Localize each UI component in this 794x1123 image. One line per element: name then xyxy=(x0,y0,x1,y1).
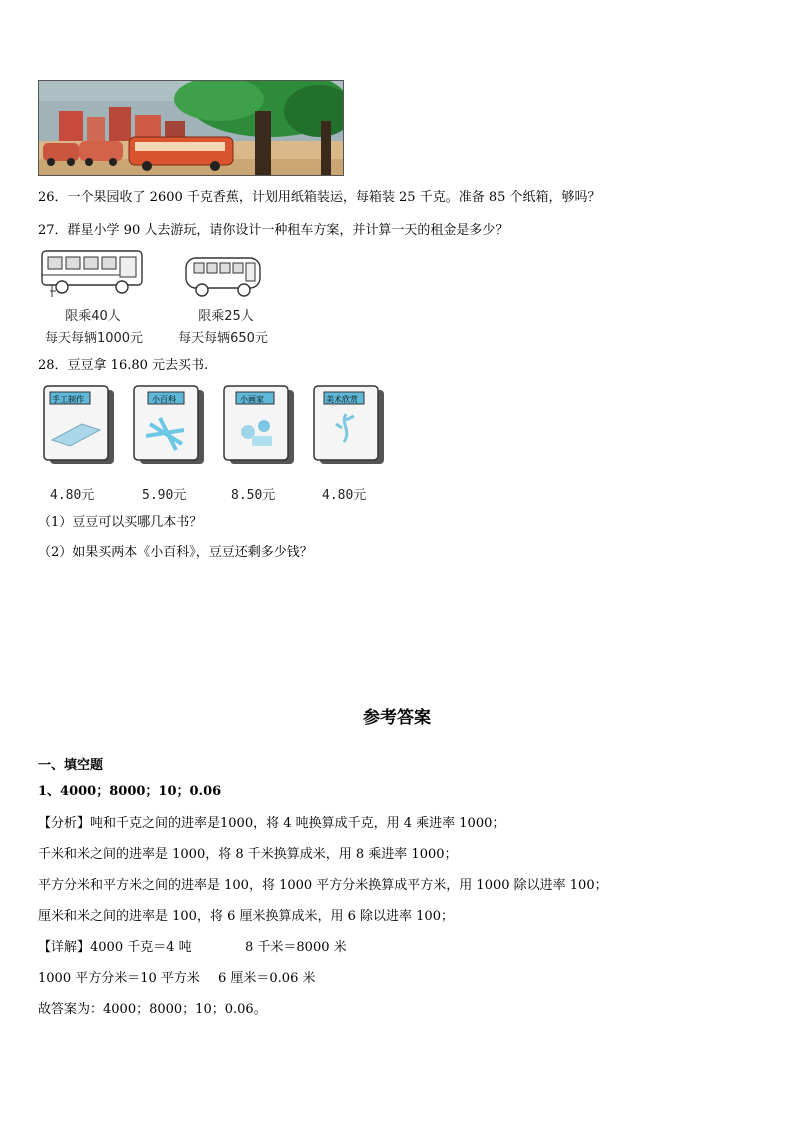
book-price: 4.80元 xyxy=(322,488,367,503)
analysis-line: 千米和米之间的进率是 1000，将 8 千米换算成米，用 8 乘进率 1000； xyxy=(38,847,458,862)
small-bus-illustration xyxy=(184,254,264,300)
analysis-line: 【分析】吨和千克之间的进率是1000，将 4 吨换算成千克，用 4 乘进率 1000； xyxy=(38,816,506,831)
analysis-line: 厘米和米之间的进率是 100，将 6 厘米换算成米，用 6 除以进率 100； xyxy=(38,909,454,924)
question-28: 28．豆豆拿 16.80 元去买书. xyxy=(38,358,209,373)
detail-conversion-4: 6 厘米＝0.06 米 xyxy=(218,971,316,986)
analysis-line: 平方分米和平方米之间的进率是 100，将 1000 平方分米换算成平方米，用 1000 除以进率 100； xyxy=(38,878,608,893)
question-28-part-2: （2）如果买两本《小百科》，豆豆还剩多少钱？ xyxy=(38,545,313,560)
small-bus-rent: 每天每辆650元 xyxy=(178,331,268,346)
large-bus-illustration xyxy=(40,247,146,299)
answers-heading: 参考答案 xyxy=(363,708,431,728)
book-price: 4.80元 xyxy=(50,488,95,503)
detail-conversion-1: 【详解】4000 千克＝4 吨 xyxy=(38,940,192,955)
small-bus-capacity: 限乘25人 xyxy=(198,309,254,324)
question-27: 27．群星小学 90 人去游玩，请你设计一种租车方案，并计算一天的租金是多少？ xyxy=(38,223,509,238)
book-title: 手工制作 xyxy=(52,395,84,404)
book-title: 小画家 xyxy=(240,395,264,404)
large-bus-rent: 每天每辆1000元 xyxy=(44,331,144,346)
book-title: 小百科 xyxy=(152,395,176,404)
book-title: 美术欣赏 xyxy=(326,395,358,404)
book-art-appreciation xyxy=(312,384,388,468)
book-price: 8.50元 xyxy=(231,488,276,503)
detail-conversion-3: 1000 平方分米＝10 平方米 xyxy=(38,971,200,986)
question-26: 26．一个果园收了 2600 千克香蕉，计划用纸箱装运，每箱装 25 千克。准备 85 个纸箱，够吗？ xyxy=(38,190,601,205)
detail-conversion-2: 8 千米＝8000 米 xyxy=(245,940,347,955)
question-28-part-1: （1）豆豆可以买哪几本书？ xyxy=(38,515,203,530)
large-bus-capacity: 限乘40人 xyxy=(65,309,121,324)
book-encyclopedia xyxy=(132,384,208,468)
section-title: 一、填空题 xyxy=(38,758,104,773)
answer-1: 1、4000；8000；10；0.06 xyxy=(38,784,222,799)
conclusion: 故答案为：4000；8000；10；0.06。 xyxy=(38,1002,267,1017)
street-scene-illustration xyxy=(38,80,344,176)
book-little-painter xyxy=(222,384,298,468)
book-handcraft xyxy=(42,384,118,468)
book-price: 5.90元 xyxy=(142,488,187,503)
